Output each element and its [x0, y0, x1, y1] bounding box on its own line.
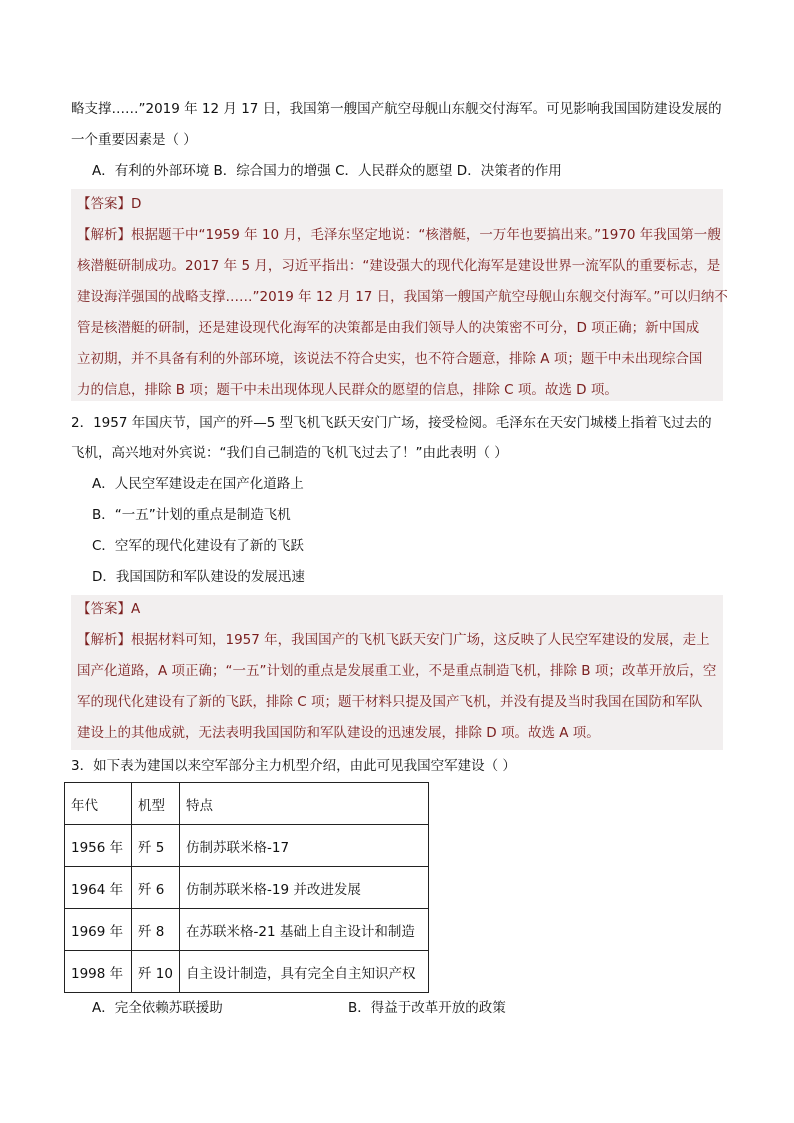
- q1-analysis-line: 核潜艇研制成功。2017 年 5 月，习近平指出：“建设强大的现代化海军是建设世界一流军队的重要标志，是: [77, 258, 721, 274]
- q1-answer: 【答案】D: [77, 196, 142, 212]
- q2-option-c: C．空军的现代化建设有了新的飞跃: [92, 538, 304, 554]
- table-cell: 1998 年: [65, 951, 132, 993]
- q1-stem-line-2: 一个重要因素是（ ）: [71, 132, 197, 148]
- q2-answer: 【答案】A: [77, 601, 141, 617]
- table-header-cell: 机型: [132, 783, 180, 825]
- q2-analysis-line: 国产化道路，A 项正确；“一五”计划的重点是发展重工业，不是重点制造飞机，排除 B 项；改革开放后，空: [77, 663, 717, 679]
- table-cell: 1964 年: [65, 867, 132, 909]
- table-cell: 歼 10: [132, 951, 180, 993]
- aircraft-table: [64, 782, 429, 993]
- table-cell: 1969 年: [65, 909, 132, 951]
- table-cell: 仿制苏联米格-19 并改进发展: [180, 867, 429, 909]
- table-cell: 歼 6: [132, 867, 180, 909]
- table-cell: 自主设计制造，具有完全自主知识产权: [180, 951, 429, 993]
- q2-stem-line-2: 飞机，高兴地对外宾说：“我们自己制造的飞机飞过去了！”由此表明（ ）: [71, 445, 508, 461]
- q2-analysis-line: 【解析】根据材料可知，1957 年，我国国产的飞机飞跃天安门广场，这反映了人民空军建设的发展，走上: [77, 632, 710, 648]
- table-cell: 在苏联米格-21 基础上自主设计和制造: [180, 909, 429, 951]
- q2-option-d: D．我国国防和军队建设的发展迅速: [92, 569, 305, 585]
- q1-stem-line-1: 略支撑……”2019 年 12 月 17 日，我国第一艘国产航空母舰山东舰交付海军。可见影响我国国防建设发展的: [71, 101, 722, 117]
- q2-analysis-line: 建设上的其他成就，无法表明我国国防和军队建设的迅速发展，排除 D 项。故选 A 项。: [77, 725, 600, 741]
- table-row: [65, 867, 429, 909]
- table-header-row: [65, 783, 429, 825]
- q2-option-b: B．“一五”计划的重点是制造飞机: [92, 507, 291, 523]
- q3-stem: 3．如下表为建国以来空军部分主力机型介绍，由此可见我国空军建设（ ）: [71, 758, 516, 774]
- table-row: [65, 825, 429, 867]
- q2-option-a: A．人民空军建设走在国产化道路上: [92, 476, 304, 492]
- q3-option-a: A．完全依赖苏联援助: [92, 1000, 223, 1016]
- q1-analysis-line: 【解析】根据题干中“1959 年 10 月，毛泽东坚定地说：“核潜艇，一万年也要搞出来。”1970 年我国第一艘: [77, 227, 721, 243]
- table-cell: 1956 年: [65, 825, 132, 867]
- q1-analysis-line: 管是核潜艇的研制，还是建设现代化海军的决策都是由我们领导人的决策密不可分，D 项正确；新中国成: [77, 320, 700, 336]
- q1-analysis-line: 立初期，并不具备有利的外部环境，该说法不符合史实，也不符合题意，排除 A 项；题干中未出现综合国: [77, 351, 703, 367]
- q2-stem-line-1: 2．1957 年国庆节，国产的歼—5 型飞机飞跃天安门广场，接受检阅。毛泽东在天安门城楼上指着飞过去的: [71, 415, 712, 431]
- q3-option-b: B．得益于改革开放的政策: [348, 1000, 506, 1016]
- table-cell: 歼 8: [132, 909, 180, 951]
- table-cell: 歼 5: [132, 825, 180, 867]
- table-header-cell: 特点: [180, 783, 429, 825]
- q1-analysis-line: 力的信息，排除 B 项；题干中未出现体现人民群众的愿望的信息，排除 C 项。故选 D 项。: [77, 382, 618, 398]
- q2-answer-block: [71, 595, 723, 750]
- table-row: [65, 951, 429, 993]
- q1-analysis-line: 建设海洋强国的战略支撑……”2019 年 12 月 17 日，我国第一艘国产航空母舰山东舰交付海军。”可以归纳不: [77, 289, 728, 305]
- q1-options: A．有利的外部环境 B．综合国力的增强 C．人民群众的愿望 D．决策者的作用: [92, 163, 562, 179]
- q1-answer-block: [71, 189, 728, 401]
- q2-analysis-line: 军的现代化建设有了新的飞跃，排除 C 项；题干材料只提及国产飞机，并没有提及当时我国在国防和军队: [77, 694, 703, 710]
- table-cell: 仿制苏联米格-17: [180, 825, 429, 867]
- table-row: [65, 909, 429, 951]
- table-header-cell: 年代: [65, 783, 132, 825]
